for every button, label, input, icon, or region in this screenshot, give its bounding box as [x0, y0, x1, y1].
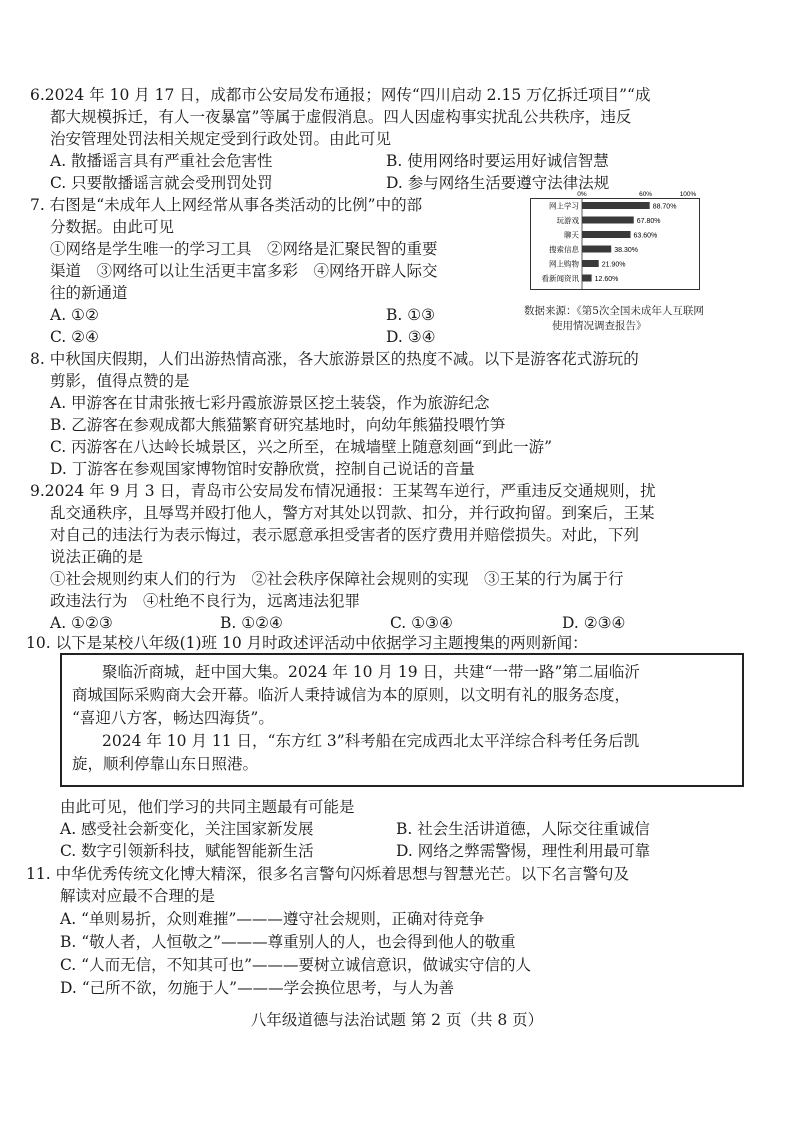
chart-bar [582, 217, 634, 224]
q8-option-d: D. 丁游客在参观国家博物馆时安静欣赏，控制自己说话的音量 [50, 460, 475, 478]
chart-value-label: 21.90% [601, 261, 626, 269]
q10-option-a: A. 感受社会新变化，关注国家新发展 [60, 820, 314, 838]
chart-bar [582, 231, 631, 238]
q6-option-d: D. 参与网络生活要遵守法律法规 [386, 174, 610, 192]
q7-line-4: 渠道 ③网络可以让生活更丰富多彩 ④网络开辟人际交 [50, 262, 438, 280]
chart-bar [582, 202, 650, 209]
q10-option-b: B. 社会生活讲道德，人际交往重诚信 [396, 820, 650, 838]
q10-option-d: D. 网络之弊需警惕，理性利用最可靠 [396, 842, 651, 860]
q6-option-a: A. 散播谣言具有严重社会危害性 [50, 152, 273, 170]
chart-category-label: 玩游戏 [556, 216, 579, 225]
q6-option-c: C. 只要散播谣言就会受刑罚处罚 [50, 174, 273, 192]
q7-bar-chart [530, 190, 700, 290]
chart-category-label: 搜索信息 [549, 245, 579, 254]
q9-line-4: 说法正确的是 [50, 548, 144, 566]
chart-value-label: 63.60% [633, 232, 658, 240]
q8-option-b: B. 乙游客在参观成都大熊猫繁育研究基地时，向幼年熊猫投喂竹笋 [50, 416, 506, 434]
q7-line-3: ①网络是学生唯一的学习工具 ②网络是汇聚民智的重要 [50, 240, 438, 258]
chart-x-tick-label: 60% [639, 191, 653, 198]
q10-news-2-line-1: 2024 年 10 月 11 日，“东方红 3”科考船在完成西北太平洋综合科考任务后凯 [102, 732, 640, 750]
q6-line-1: 6.2024 年 10 月 17 日，成都市公安局发布通报；网传“四川启动 2.15 万亿拆迁项目”“成 [30, 86, 651, 104]
q11-option-b: B. “敬人者，人恒敬之”———尊重别人的人，也会得到他人的敬重 [60, 933, 516, 951]
q9-line-3: 对自己的违法行为表示悔过，表示愿意承担受害者的医疗费用并赔偿损失。对此，下列 [50, 526, 640, 544]
q9-line-1: 9.2024 年 9 月 3 日，青岛市公安局发布情况通报：王某驾车逆行，严重违反交通规则，扰 [30, 482, 656, 500]
q10-news-1-line-3: “喜迎八方客，畅达四海货”。 [72, 709, 274, 727]
q10-option-c: C. 数字引领新科技，赋能智能新生活 [60, 842, 314, 860]
q10-intro: 10. 以下是某校八年级(1)班 10 月时政述评活动中依据学习主题搜集的两则新闻： [26, 634, 588, 652]
q8-option-a: A. 甲游客在甘肃张掖七彩丹霞旅游景区挖土装袋，作为旅游纪念 [50, 394, 490, 412]
page-footer: 八年级道德与法治试题 第 2 页（共 8 页） [250, 1011, 544, 1029]
q7-line-5: 往的新通道 [50, 284, 128, 302]
q11-option-d: D. “己所不欲，勿施于人”———学会换位思考，与人为善 [60, 979, 455, 997]
q8-line-1: 8. 中秋国庆假期，人们出游热情高涨，各大旅游景区的热度不减。以下是游客花式游玩的 [30, 350, 639, 368]
q11-line-1: 11. 中华优秀传统文化博大精深，很多名言警句闪烁着思想与智慧光芒。以下名言警句及 [26, 865, 630, 883]
q7-option-a: A. ①② [50, 306, 99, 324]
q7-source-line-2: 使用情况调查报告》 [552, 320, 647, 332]
chart-value-label: 67.80% [636, 218, 661, 225]
chart-bar [582, 260, 599, 267]
q10-news-2-line-2: 旋，顺利停靠山东日照港。 [72, 755, 259, 773]
q9-line-2: 乱交通秩序，且辱骂并殴打他人，警方对其处以罚款、扣分，并行政拘留。到案后，王某 [50, 504, 655, 522]
q8-option-c: C. 丙游客在八达岭长城景区，兴之所至，在城墙壁上随意刻画“到此一游” [50, 438, 553, 456]
q7-line-2: 分数据。由此可见 [50, 218, 175, 236]
q10-stem: 由此可见，他们学习的共同主题最有可能是 [60, 798, 355, 816]
q11-line-2: 解读对应最不合理的是 [60, 887, 216, 905]
q8-line-2: 剪影，值得点赞的是 [50, 372, 190, 390]
q9-line-5: ①社会规则约束人们的行为 ②社会秩序保障社会规则的实现 ③王某的行为属于行 [50, 570, 624, 588]
q9-option-c: C. ①③④ [390, 614, 453, 632]
q7-option-b: B. ①③ [386, 306, 436, 324]
q11-option-a: A. “单则易折，众则难摧”———遵守社会规则，正确对待竞争 [60, 910, 485, 928]
q7-option-c: C. ②④ [50, 328, 99, 346]
q10-news-box [60, 653, 744, 787]
chart-bar [582, 275, 592, 282]
chart-value-label: 38.30% [614, 247, 638, 254]
q9-option-b: B. ①②④ [220, 614, 283, 632]
chart-category-label: 聊天 [564, 230, 579, 240]
q9-option-a: A. ①②③ [50, 614, 113, 632]
chart-category-label: 网上购物 [549, 259, 579, 269]
q10-news-1-line-1: 聚临沂商城，赶中国大集。2024 年 10 月 19 日，共建“一带一路”第二届临沂 [102, 663, 640, 681]
q7-line-1: 7. 右图是“未成年人上网经常从事各类活动的比例”中的部 [30, 196, 423, 214]
chart-value-label: 12.60% [594, 276, 619, 283]
q6-line-2: 都大规模拆迁，有人一夜暴富”等属于虚假消息。四人因虚构事实扰乱公共秩序，违反 [50, 108, 632, 126]
q7-option-d: D. ③④ [386, 328, 436, 346]
chart-value-label: 88.70% [652, 203, 677, 211]
q6-option-b: B. 使用网络时要运用好诚信智慧 [386, 152, 609, 170]
q10-news-1-line-2: 商城国际采购商大会开幕。临沂人秉持诚信为本的原则，以文明有礼的服务态度， [72, 686, 631, 704]
q7-chart-source-caption [524, 304, 704, 334]
q7-source-line-1: 数据来源：《第5次全国未成年人互联网 [524, 305, 704, 317]
chart-category-label: 看新闻资讯 [541, 274, 579, 283]
q9-line-6: 政违法行为 ④杜绝不良行为，远离违法犯罪 [50, 592, 361, 610]
q9-option-d: D. ②③④ [562, 614, 626, 632]
chart-category-label: 网上学习 [549, 201, 579, 211]
q11-option-c: C. “人而无信，不知其可也”———要树立诚信意识，做诚实守信的人 [60, 956, 532, 974]
chart-bar [582, 246, 611, 253]
chart-x-tick-label: 100% [679, 191, 697, 198]
chart-x-tick-label: 0% [577, 191, 587, 198]
q6-line-3: 治安管理处罚法相关规定受到行政处罚。由此可见 [50, 130, 392, 148]
